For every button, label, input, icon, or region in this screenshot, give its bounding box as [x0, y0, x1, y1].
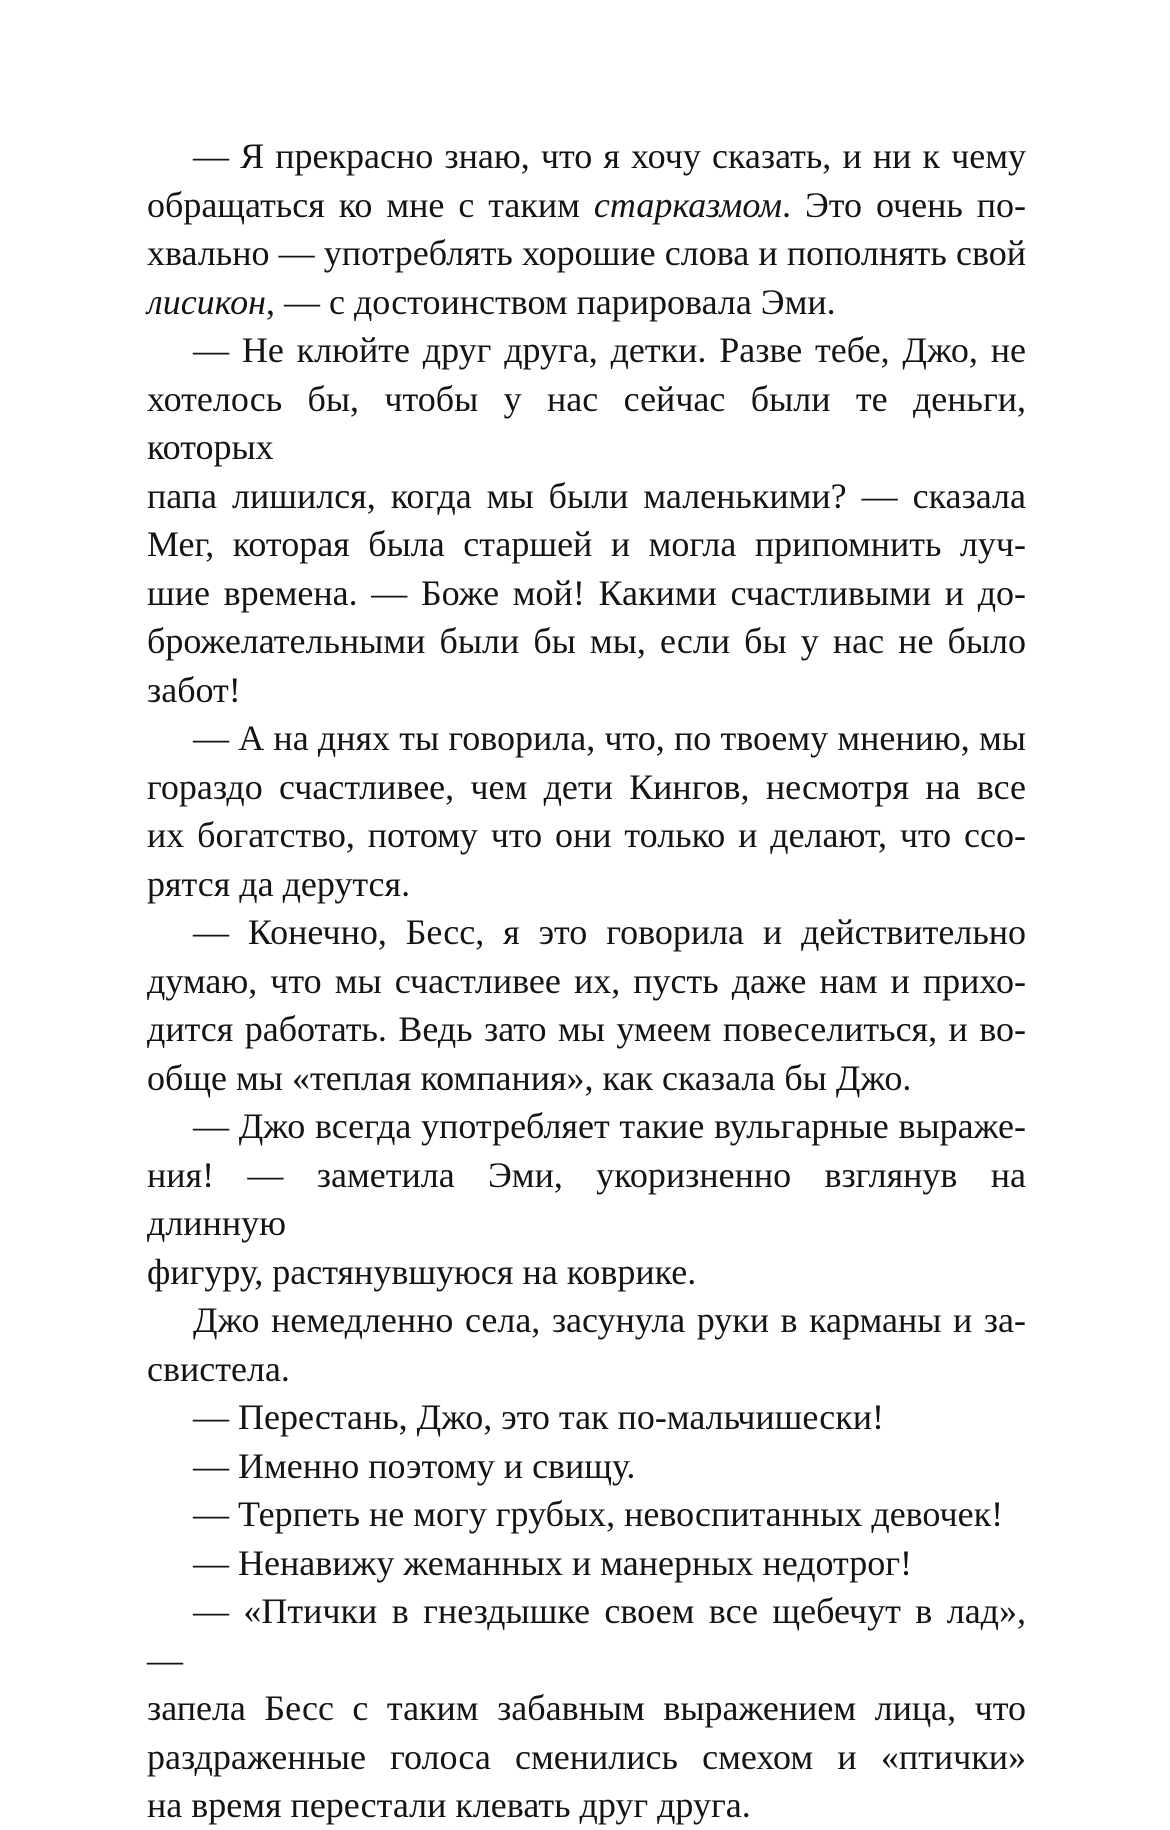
text-segment: дится работать. Ведь зато мы умеем повеселиться, и во-: [147, 1009, 1026, 1049]
text-segment: — Конечно, Бесс, я это говорила и действительно: [193, 912, 1026, 952]
paragraph: [147, 1393, 1026, 1442]
paragraph: [147, 714, 1026, 908]
text-segment: обще мы «теплая компания», как сказала бы Джо.: [147, 1057, 912, 1098]
text-line: [147, 1393, 1026, 1442]
text-line: [147, 1733, 1026, 1782]
text-line: [147, 1442, 1026, 1491]
text-line: [147, 1248, 1026, 1297]
text-line: [147, 957, 1026, 1006]
text-line: [147, 908, 1026, 957]
paragraph: [147, 132, 1026, 326]
paragraph: [147, 1102, 1026, 1296]
text-line: [147, 763, 1026, 812]
text-line: [147, 181, 1026, 230]
text-segment: их богатство, потому что они только и делают, что ссо-: [147, 815, 1026, 855]
text-line: [147, 229, 1026, 278]
text-segment: , — с достоинством парировала Эми.: [266, 281, 836, 322]
paragraph: [147, 1442, 1026, 1491]
text-segment: обращаться ко мне с таким: [147, 184, 594, 225]
text-line: [147, 1151, 1026, 1248]
text-segment: — Терпеть не могу грубых, невоспитанных девочек!: [193, 1494, 1004, 1534]
text-line: [147, 1102, 1026, 1151]
text-line: [147, 1587, 1026, 1684]
italic-text-segment: лисикон: [147, 281, 267, 322]
text-segment: брожелательными были бы мы, если бы у нас не было: [147, 621, 1026, 661]
text-segment: — Я прекрасно знаю, что я хочу сказать, и ни к чему: [193, 136, 1026, 176]
paragraph: [147, 908, 1026, 1102]
text-segment: раздраженные голоса сменились смехом и «птички»: [147, 1736, 1026, 1777]
paragraph: [147, 1490, 1026, 1539]
text-segment: рятся да дерутся.: [147, 863, 411, 904]
text-segment: на время перестали клевать друг друга.: [147, 1785, 751, 1825]
text-segment: — «Птички в гнездышке своем все щебечут в лад», —: [147, 1591, 1026, 1680]
text-segment: — Именно поэтому и свищу.: [193, 1445, 636, 1486]
text-segment: гораздо счастливее, чем дети Кингов, несмотря на все: [147, 766, 1026, 807]
text-segment: — А на днях ты говорила, что, по твоему мнению, мы: [193, 718, 1026, 758]
text-segment: — Джо всегда употребляет такие вульгарные выраже-: [193, 1106, 1026, 1146]
text-line: [147, 375, 1026, 472]
text-line: [147, 1005, 1026, 1054]
text-segment: — Ненавижу жеманных и манерных недотрог!: [193, 1542, 912, 1583]
paragraph: [147, 1587, 1026, 1830]
text-segment: — Не клюйте друг друга, детки. Разве тебе, Джо, не: [193, 330, 1026, 370]
text-line: [147, 1684, 1026, 1733]
text-segment: папа лишился, когда мы были маленькими? — сказала: [147, 475, 1026, 516]
text-line: [147, 714, 1026, 763]
text-segment: хвально — употреблять хорошие слова и пополнять свой: [147, 233, 1026, 273]
text-line: [147, 326, 1026, 375]
text-segment: Джо немедленно села, засунула руки в карманы и за-: [193, 1300, 1026, 1340]
book-page-text: [147, 132, 1026, 1830]
text-line: [147, 1054, 1026, 1103]
text-line: [147, 811, 1026, 860]
text-segment: Мег, которая была старшей и могла припомнить луч-: [147, 524, 1026, 564]
italic-text-segment: старказмом: [593, 184, 782, 225]
text-line: [147, 569, 1026, 618]
text-line: [147, 278, 1026, 327]
text-line: [147, 666, 1026, 715]
paragraph: [147, 1296, 1026, 1393]
text-line: [147, 1539, 1026, 1588]
text-segment: думаю, что мы счастливее их, пусть даже нам и прихо-: [147, 960, 1026, 1001]
text-segment: — Перестань, Джо, это так по-мальчишески!: [193, 1397, 884, 1437]
text-segment: ния! — заметила Эми, укоризненно взглянув на длинную: [147, 1154, 1026, 1243]
text-segment: хотелось бы, чтобы у нас сейчас были те деньги, которых: [147, 378, 1026, 467]
text-segment: запела Бесс с таким забавным выражением лица, что: [147, 1688, 1026, 1728]
text-line: [147, 1296, 1026, 1345]
paragraph: [147, 1539, 1026, 1588]
text-line: [147, 617, 1026, 666]
text-line: [147, 132, 1026, 181]
text-segment: забот!: [147, 669, 241, 710]
text-line: [147, 1781, 1026, 1830]
text-line: [147, 1345, 1026, 1394]
text-line: [147, 520, 1026, 569]
text-segment: шие времена. — Боже мой! Какими счастливыми и до-: [147, 572, 1026, 613]
text-segment: . Это очень по-: [782, 184, 1026, 225]
text-line: [147, 1490, 1026, 1539]
paragraph: [147, 326, 1026, 714]
text-line: [147, 472, 1026, 521]
text-line: [147, 860, 1026, 909]
text-segment: фигуру, растянувшуюся на коврике.: [147, 1251, 697, 1292]
text-segment: свистела.: [147, 1348, 290, 1389]
